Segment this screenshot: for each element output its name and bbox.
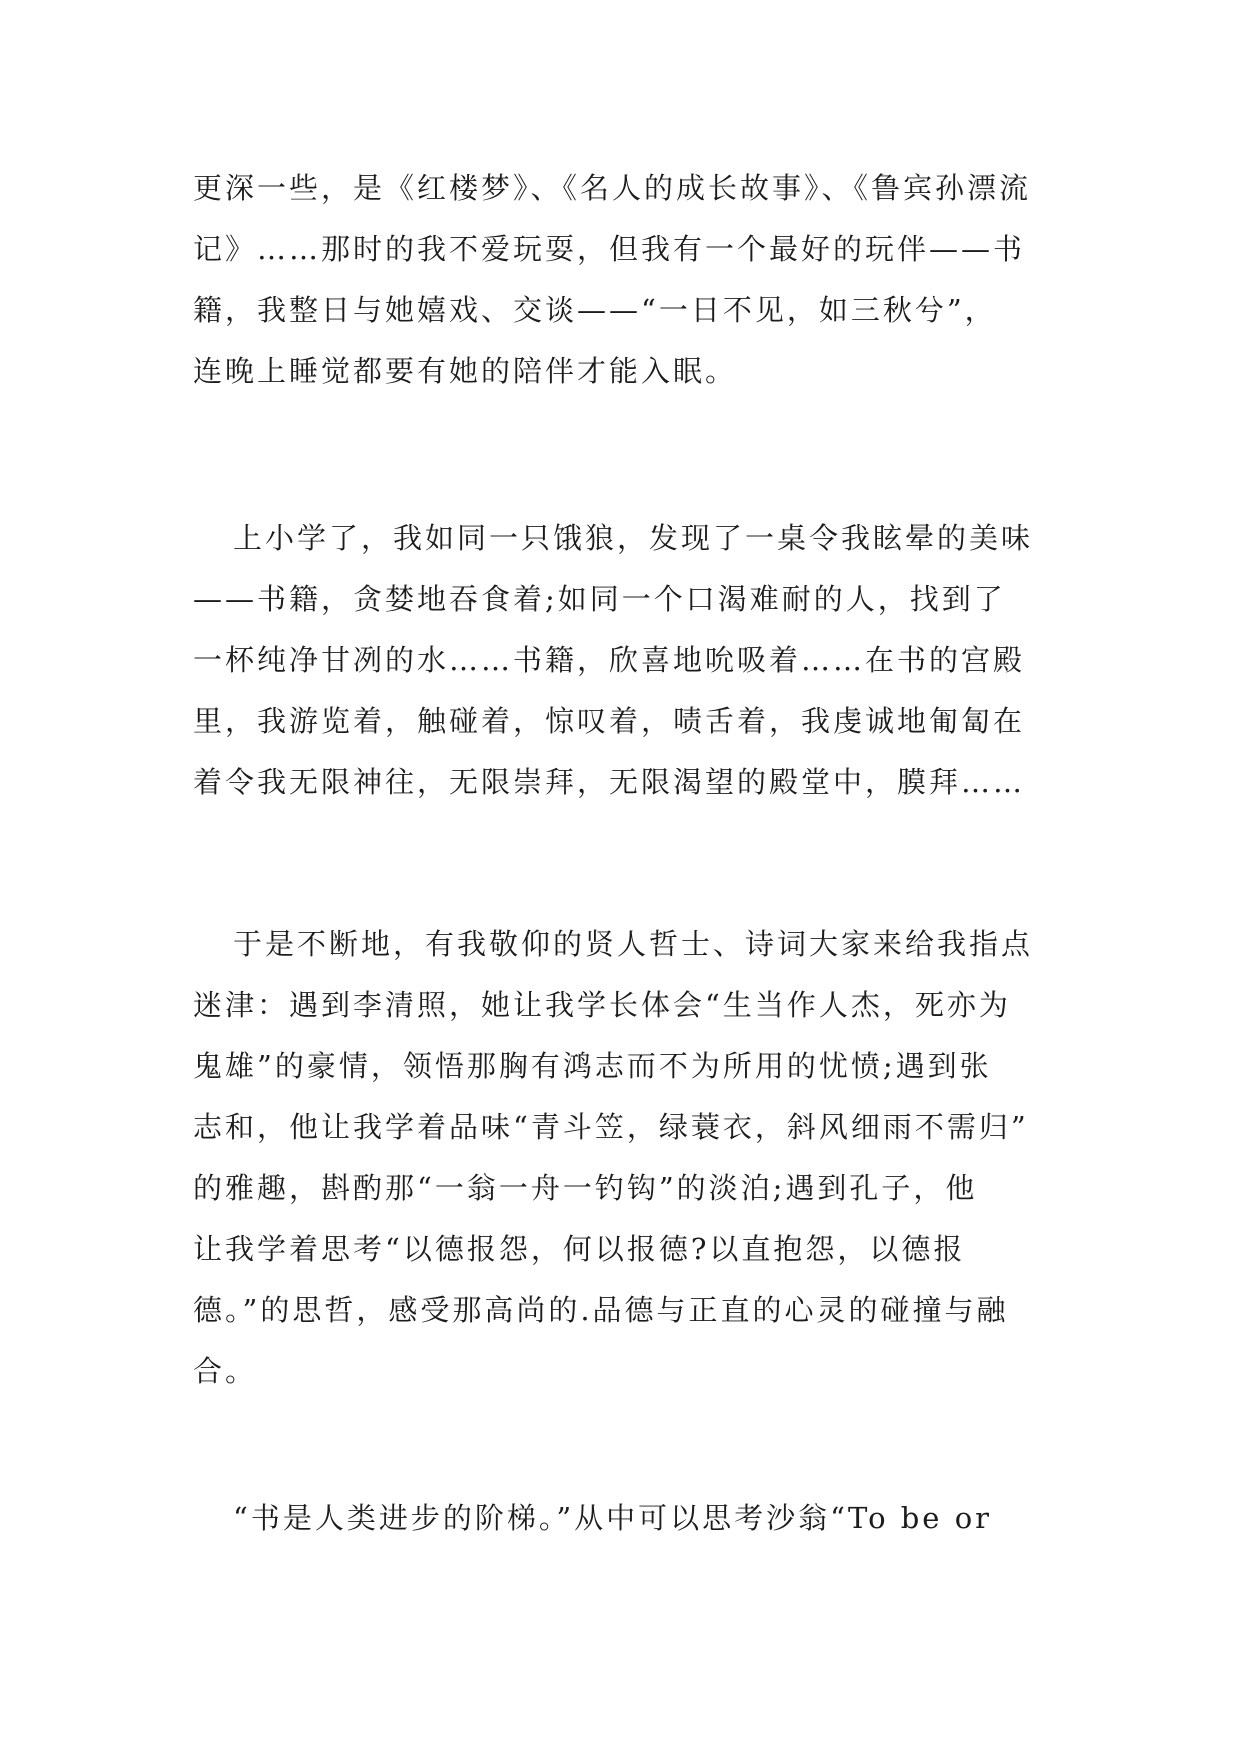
paragraph-2	[193, 508, 1053, 813]
paragraph-1	[193, 158, 1053, 402]
paragraph-line: 合。	[193, 1354, 258, 1388]
paragraph-line: ——书籍，贪婪地吞食着;如同一个口渴难耐的人，找到了	[193, 582, 1006, 616]
paragraph-line: 迷津：遇到李清照，她让我学长体会“生当作人杰，死亦为	[193, 988, 1011, 1022]
paragraph-line: 德。”的思哲，感受那高尚的.品德与正直的心灵的碰撞与融	[193, 1293, 1009, 1327]
paragraph-line: 于是不断地，有我敬仰的贤人哲士、诗词大家来给我指点	[233, 927, 1034, 961]
paragraph-line: 一杯纯净甘冽的水……书籍，欣喜地吮吸着……在书的宫殿	[193, 643, 1026, 677]
paragraph-line: 让我学着思考“以德报怨，何以报德?以直抱怨，以德报	[193, 1232, 966, 1266]
paragraph-line: 鬼雄”的豪情，领悟那胸有鸿志而不为所用的忧愤;遇到张	[193, 1049, 992, 1083]
paragraph-3	[193, 914, 1053, 1402]
paragraph-line: 的雅趣，斟酌那“一翁一舟一钓钩”的淡泊;遇到孔子，他	[193, 1171, 978, 1205]
paragraph-line: 连晚上睡觉都要有她的陪伴才能入眠。	[193, 354, 738, 388]
paragraph-line: 里，我游览着，触碰着，惊叹着，啧舌着，我虔诚地匍匐在	[193, 704, 1026, 738]
paragraph-line: “书是人类进步的阶梯。”从中可以思考沙翁“To be or	[233, 1501, 993, 1535]
paragraph-line: 记》……那时的我不爱玩耍，但我有一个最好的玩伴——书	[193, 232, 1026, 266]
paragraph-line: 上小学了，我如同一只饿狼，发现了一桌令我眩晕的美味	[233, 521, 1034, 555]
paragraph-4	[193, 1488, 1053, 1549]
paragraph-line: 着令我无限神往，无限崇拜，无限渴望的殿堂中，膜拜……	[193, 765, 1026, 799]
paragraph-line: 更深一些，是《红楼梦》、《名人的成长故事》、《鲁宾孙漂流	[193, 171, 1032, 205]
paragraph-line: 志和，他让我学着品味“青斗笠，绿蓑衣，斜风细雨不需归”	[193, 1110, 1029, 1144]
paragraph-line: 籍，我整日与她嬉戏、交谈——“一日不见，如三秋兮”，	[193, 293, 997, 327]
